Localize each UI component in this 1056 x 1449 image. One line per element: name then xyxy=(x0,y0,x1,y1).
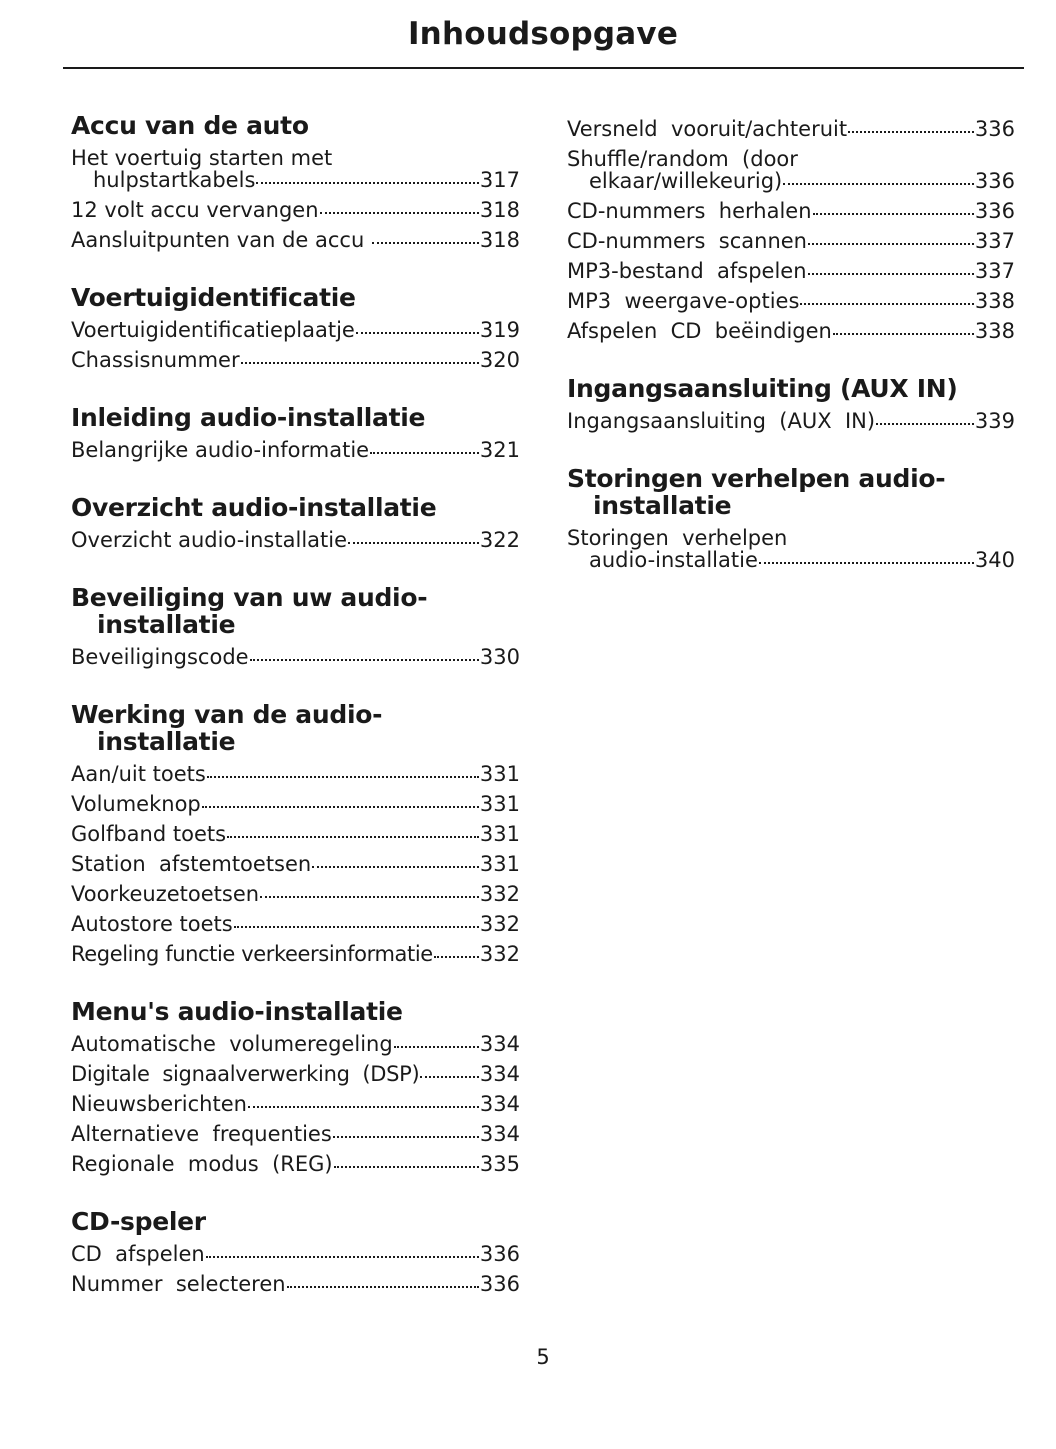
entry-text: CD-nummers scannen xyxy=(567,229,807,253)
dot-leader xyxy=(420,1076,478,1078)
dot-leader xyxy=(348,542,479,544)
toc-entry[interactable] xyxy=(71,642,520,672)
entry-text: Beveiligingscode xyxy=(71,645,249,669)
entry-text: MP3 weergave-opties xyxy=(567,289,800,313)
entry-text: Nieuwsberichten xyxy=(71,1092,247,1116)
entry-page: 340 xyxy=(974,548,1015,572)
dot-leader xyxy=(759,562,974,564)
entry-text: Autostore toets xyxy=(71,912,233,936)
toc-section xyxy=(71,998,520,1179)
entry-page: 332 xyxy=(479,912,520,936)
toc-section xyxy=(567,375,1015,436)
entry-page: 322 xyxy=(479,528,520,552)
toc-entry[interactable] xyxy=(71,1239,520,1269)
entry-text: Digitale signaalverwerking (DSP) xyxy=(71,1062,420,1086)
entry-page: 336 xyxy=(974,199,1015,223)
entry-text: Regeling functie verkeersinformatie xyxy=(71,942,433,966)
toc-entry[interactable] xyxy=(71,789,520,819)
entry-page: 336 xyxy=(479,1242,520,1266)
entry-page: 334 xyxy=(479,1062,520,1086)
toc-entry[interactable] xyxy=(71,435,520,465)
dot-leader xyxy=(876,423,974,425)
toc-entry[interactable] xyxy=(567,523,1015,575)
entry-page: 334 xyxy=(479,1122,520,1146)
dot-leader xyxy=(207,776,479,778)
dot-leader xyxy=(241,362,479,364)
entry-page: 331 xyxy=(479,822,520,846)
toc-section xyxy=(567,465,1015,575)
entry-text: 12 volt accu vervangen xyxy=(71,198,319,222)
entry-page: 332 xyxy=(479,942,520,966)
dot-leader xyxy=(248,1106,479,1108)
toc-entry[interactable] xyxy=(71,195,520,225)
toc-entry[interactable] xyxy=(71,939,520,969)
entry-text: Het voertuig starten met xyxy=(71,146,333,170)
dot-leader xyxy=(372,242,479,244)
toc-entry[interactable] xyxy=(71,879,520,909)
toc-entry[interactable] xyxy=(71,345,520,375)
entry-text: Aan/uit toets xyxy=(71,762,206,786)
entry-text-continued: elkaar/willekeurig) xyxy=(589,169,783,193)
toc-entry[interactable] xyxy=(567,406,1015,436)
toc-entry[interactable] xyxy=(71,1059,520,1089)
entry-page: 336 xyxy=(479,1272,520,1296)
section-heading: Werking van de audio-installatie xyxy=(71,700,383,756)
entry-page: 331 xyxy=(479,792,520,816)
entry-page: 318 xyxy=(479,228,520,252)
toc-section xyxy=(71,404,520,465)
entry-page: 331 xyxy=(479,762,520,786)
section-heading: Beveiliging van uw audio-installatie xyxy=(71,583,428,639)
entry-page: 336 xyxy=(974,117,1015,141)
toc-entry[interactable] xyxy=(71,1119,520,1149)
toc-entry[interactable] xyxy=(71,525,520,555)
entry-page: 321 xyxy=(479,438,520,462)
toc-section xyxy=(71,701,520,969)
entry-page: 334 xyxy=(479,1032,520,1056)
entry-page: 318 xyxy=(479,198,520,222)
dot-leader xyxy=(256,182,479,184)
entry-text: Versneld vooruit/achteruit xyxy=(567,117,848,141)
dot-leader xyxy=(356,332,479,334)
toc-right-column xyxy=(567,114,1015,604)
entry-page: 317 xyxy=(479,168,520,192)
dot-leader xyxy=(808,273,974,275)
entry-text: Station afstemtoetsen xyxy=(71,852,312,876)
dot-leader xyxy=(370,452,479,454)
dot-leader xyxy=(800,303,974,305)
section-heading: Storingen verhelpen audio-installatie xyxy=(567,464,946,520)
toc-entry[interactable] xyxy=(71,1149,520,1179)
toc-entry[interactable] xyxy=(71,1269,520,1299)
toc-entry[interactable] xyxy=(567,226,1015,256)
entry-text: Afspelen CD beëindigen xyxy=(567,319,832,343)
toc-entry[interactable] xyxy=(71,909,520,939)
dot-leader xyxy=(202,806,479,808)
entry-text: Ingangsaansluiting (AUX IN) xyxy=(567,409,876,433)
entry-page: 337 xyxy=(974,229,1015,253)
section-heading: Accu van de auto xyxy=(71,111,309,140)
entry-text-continued: audio-installatie xyxy=(589,548,758,572)
entry-text: Voertuigidentificatieplaatje xyxy=(71,318,355,342)
entry-page: 332 xyxy=(479,882,520,906)
toc-section xyxy=(71,1208,520,1299)
page-number: 5 xyxy=(536,1345,550,1369)
toc-entry[interactable] xyxy=(567,144,1015,196)
toc-section xyxy=(567,114,1015,346)
entry-page: 335 xyxy=(479,1152,520,1176)
section-heading: Overzicht audio-installatie xyxy=(71,493,437,522)
toc-entry[interactable] xyxy=(567,114,1015,144)
entry-page: 338 xyxy=(974,289,1015,313)
entry-text: Chassisnummer xyxy=(71,348,240,372)
entry-page: 336 xyxy=(974,169,1015,193)
toc-entry[interactable] xyxy=(567,286,1015,316)
dot-leader xyxy=(206,1256,479,1258)
dot-leader xyxy=(333,1136,479,1138)
title-divider xyxy=(63,67,1024,69)
toc-entry[interactable] xyxy=(71,849,520,879)
entry-text: Golfband toets xyxy=(71,822,227,846)
section-heading: Ingangsaansluiting (AUX IN) xyxy=(567,374,958,403)
dot-leader xyxy=(394,1046,479,1048)
toc-entry[interactable] xyxy=(71,1029,520,1059)
entry-page: 320 xyxy=(479,348,520,372)
dot-leader xyxy=(808,243,974,245)
toc-entry[interactable] xyxy=(567,256,1015,286)
dot-leader xyxy=(813,213,974,215)
page-title: Inhoudsopgave xyxy=(407,16,679,52)
toc-section xyxy=(71,494,520,555)
entry-text: Storingen verhelpen xyxy=(567,526,788,550)
entry-page: 337 xyxy=(974,259,1015,283)
entry-text: CD-nummers herhalen xyxy=(567,199,812,223)
entry-page: 330 xyxy=(479,645,520,669)
entry-page: 338 xyxy=(974,319,1015,343)
dot-leader xyxy=(848,131,974,133)
toc-entry[interactable] xyxy=(567,196,1015,226)
dot-leader xyxy=(434,956,479,958)
dot-leader xyxy=(227,836,479,838)
entry-page: 331 xyxy=(479,852,520,876)
entry-text: Overzicht audio-installatie xyxy=(71,528,348,552)
entry-text: Regionale modus (REG) xyxy=(71,1152,333,1176)
dot-leader xyxy=(783,183,974,185)
dot-leader xyxy=(334,1166,479,1168)
entry-text: Shuffle/random (door xyxy=(567,147,798,171)
section-heading: CD-speler xyxy=(71,1207,206,1236)
entry-text: Alternatieve frequenties xyxy=(71,1122,332,1146)
toc-entry[interactable] xyxy=(71,759,520,789)
toc-entry[interactable] xyxy=(567,316,1015,346)
toc-entry[interactable] xyxy=(71,143,520,195)
dot-leader xyxy=(234,926,479,928)
dot-leader xyxy=(260,896,479,898)
entry-text: Nummer selecteren xyxy=(71,1272,286,1296)
entry-text: MP3-bestand afspelen xyxy=(567,259,807,283)
toc-entry[interactable] xyxy=(71,1089,520,1119)
entry-page: 339 xyxy=(974,409,1015,433)
entry-text: Volumeknop xyxy=(71,792,201,816)
section-heading: Voertuigidentificatie xyxy=(71,283,356,312)
entry-text-continued: hulpstartkabels xyxy=(93,168,256,192)
entry-text: CD afspelen xyxy=(71,1242,205,1266)
entry-page: 334 xyxy=(479,1092,520,1116)
toc-section xyxy=(71,584,520,672)
dot-leader xyxy=(287,1286,479,1288)
dot-leader xyxy=(833,333,974,335)
toc-section xyxy=(71,284,520,375)
toc-section xyxy=(71,112,520,255)
entry-text: Automatische volumeregeling xyxy=(71,1032,393,1056)
entry-text: Aansluitpunten van de accu xyxy=(71,228,371,252)
toc-left-column xyxy=(71,112,520,1328)
section-heading: Inleiding audio-installatie xyxy=(71,403,426,432)
entry-page: 319 xyxy=(479,318,520,342)
section-heading: Menu's audio-installatie xyxy=(71,997,403,1026)
entry-text: Belangrijke audio-informatie xyxy=(71,438,370,462)
toc-entry[interactable] xyxy=(71,315,520,345)
dot-leader xyxy=(320,212,479,214)
toc-entry[interactable] xyxy=(71,225,520,255)
dot-leader xyxy=(250,659,479,661)
dot-leader xyxy=(312,866,479,868)
toc-entry[interactable] xyxy=(71,819,520,849)
entry-text: Voorkeuzetoetsen xyxy=(71,882,260,906)
